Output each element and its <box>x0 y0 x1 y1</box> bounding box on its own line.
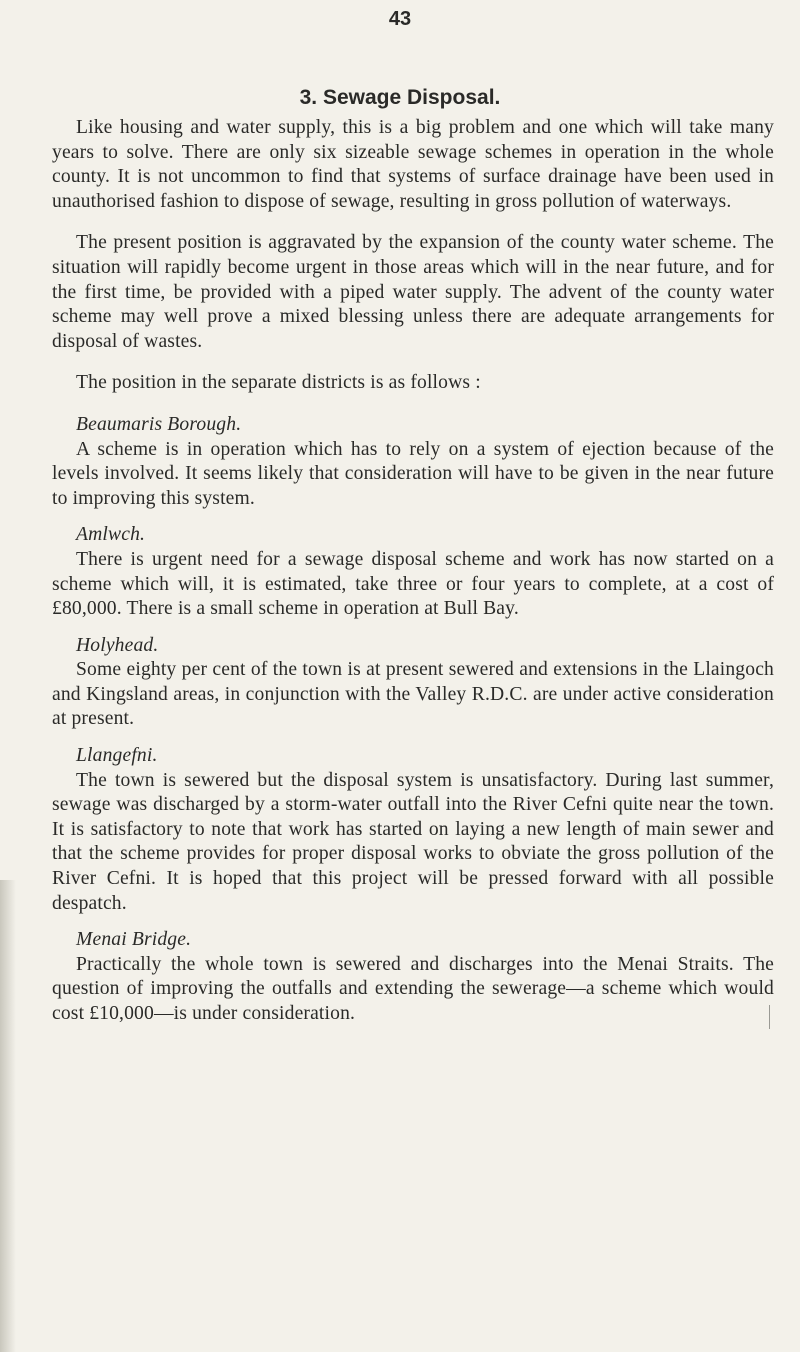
district-heading-holyhead: Holyhead. <box>76 634 159 656</box>
paragraph: The position in the separate districts is as follows : <box>76 372 481 394</box>
district-text-llangefni: The town is sewered but the disposal system is unsatisfactory. During last summer, sewage was discharged by a storm-water outfall into the River Cefni quite near the town. It is satisfactory to note that work has started on laying a new length of main sewer and that the scheme provides for proper disposal works to obviate the gross pollution of the River Cefni. It is hoped that this project will be pressed forward with all possible despatch. <box>52 769 774 914</box>
paragraph: Like housing and water supply, this is a big problem and one which will take many years to solve. There are only six sizeable sewage schemes in operation in the whole county. It is not uncommon to find that systems of surface drainage have been used in unauthorised fashion to dispose of sewage, resulting in gross pollution of waterways. <box>52 117 774 212</box>
section-heading: 3. Sewage Disposal. <box>299 86 501 109</box>
district-text-amlwch: There is urgent need for a sewage disposal scheme and work has now started on a scheme which will, it is estimated, take three or four years to complete, at a cost of £80,000. There is a small scheme in operation at Bull Bay. <box>52 548 774 620</box>
page-number: 43 <box>388 8 412 30</box>
district-heading-llangefni: Llangefni. <box>76 745 158 767</box>
page-edge-shadow <box>0 880 16 1352</box>
paragraph: The present position is aggravated by the expansion of the county water scheme. The situation will rapidly become urgent in those areas which will in the near future, and for the first time, be provided with a piped water supply. The advent of the county water scheme may well prove a mixed blessing unless there are adequate arrangements for disposal of wastes. <box>52 232 774 352</box>
district-text-beaumaris: A scheme is in operation which has to rely on a system of ejection because of the levels involved. It seems likely that consideration will have to be given in the near future to improving this system. <box>52 438 774 509</box>
body-text <box>52 116 774 1027</box>
district-heading-menai-bridge: Menai Bridge. <box>76 929 192 951</box>
district-heading-beaumaris: Beaumaris Borough. <box>76 413 242 435</box>
district-heading-amlwch: Amlwch. <box>76 524 146 546</box>
district-text-menai-bridge: Practically the whole town is sewered and discharges into the Menai Straits. The question of improving the outfalls and extending the sewerage—a scheme which would cost £10,000—is under consideration. <box>52 953 774 1024</box>
district-text-holyhead: Some eighty per cent of the town is at present sewered and extensions in the Llaingoch and Kingsland areas, in conjunction with the Valley R.D.C. are under active consideration at present. <box>52 659 774 730</box>
